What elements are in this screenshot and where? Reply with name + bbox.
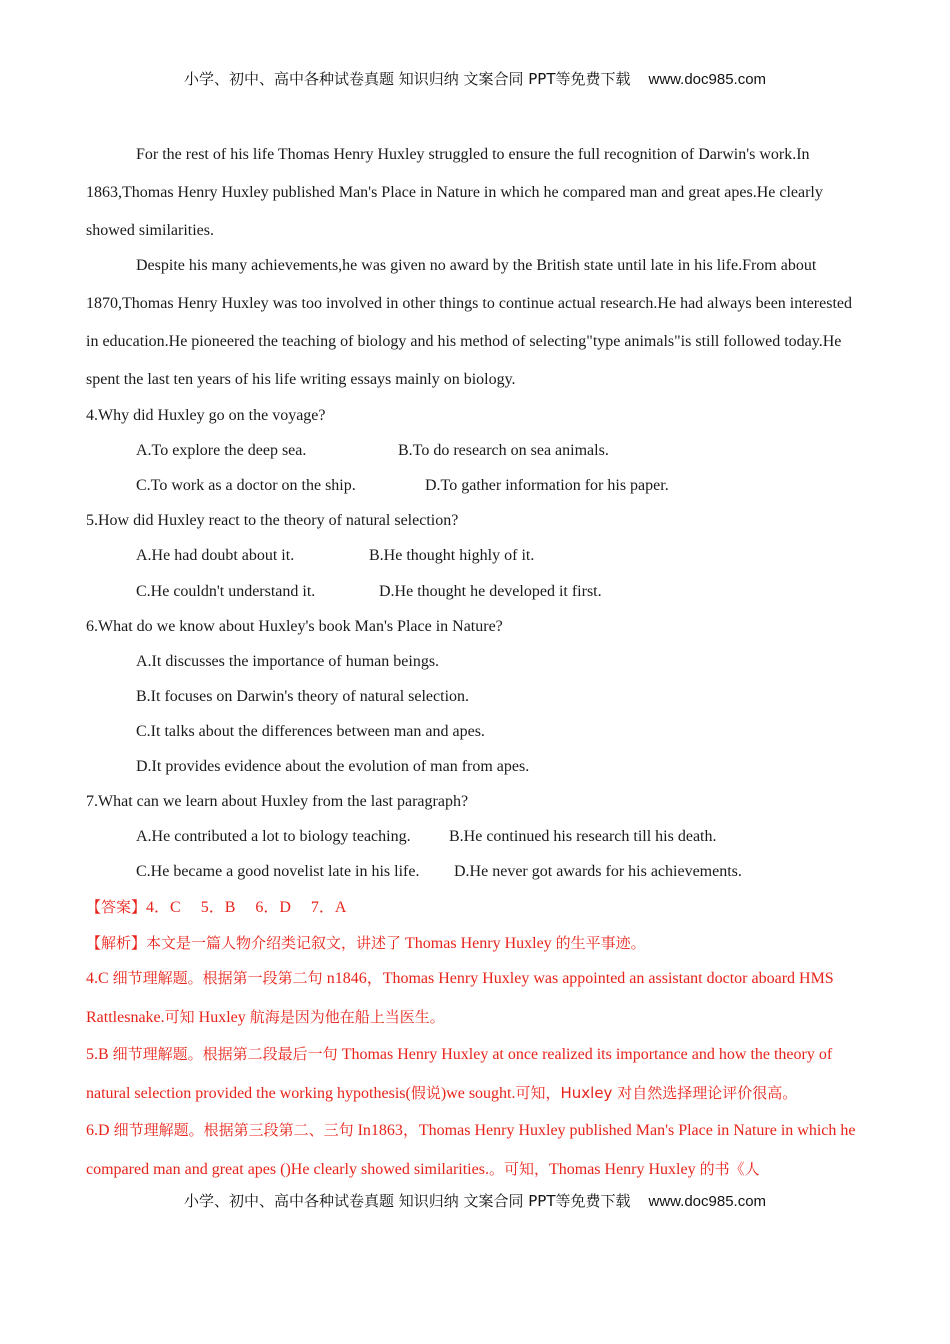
explanation-5-en-2: )we sought.	[440, 1085, 516, 1102]
question-7-option-b: B.He continued his research till his death.	[449, 828, 717, 845]
footer-url[interactable]: www.doc985.com	[648, 1193, 767, 1210]
question-7-option-c: C.He became a good novelist late in his life.	[136, 863, 420, 880]
explanation-6-cn-1: 细节理解题。根据第三段第二、三句	[113, 1121, 354, 1139]
explanation-5-cn-2: 假说	[410, 1084, 441, 1102]
explanation-5	[86, 1035, 866, 1113]
explanation-5-cn-1: 细节理解题。根据第二段最后一句	[112, 1045, 338, 1063]
question-7-option-a: A.He contributed a lot to biology teaching.	[136, 828, 411, 845]
question-6-option-a: A.It discusses the importance of human beings.	[136, 653, 440, 670]
explanation-5-head: 5.B	[86, 1046, 113, 1063]
passage-paragraph-2: Despite his many achievements,he was given no award by the British state until late in his life.From about 1870,Thomas Henry Huxley was too involved in other things to continue actual research.He had always been interested in education.He pioneered the teaching of biology and his method of selecting"type animals"is still followed today.He spent the last ten years of his life writing essays mainly on biology.	[86, 257, 852, 388]
analysis-intro-en: Thomas Henry Huxley	[401, 935, 556, 952]
question-4-option-b: B.To do research on sea animals.	[398, 442, 609, 459]
header-url[interactable]: www.doc985.com	[648, 71, 767, 88]
question-5-option-c: C.He couldn't understand it.	[136, 583, 316, 600]
analysis-intro-cn-1: 本文是一篇人物介绍类记叙文，讲述了	[146, 934, 402, 952]
answer-text: 4．C 5．B 6．D 7．A	[146, 899, 347, 916]
analysis-label: 【解析】	[86, 934, 147, 952]
question-4-option-a: A.To explore the deep sea.	[136, 442, 307, 459]
question-6-option-c: C.It talks about the differences between man and apes.	[136, 723, 485, 740]
explanation-4-en-1: n1846，Thomas Henry Huxley was appointed an assistant doctor aboard HMS Rattlesnake.	[86, 970, 834, 1026]
explanation-6-head: 6.D	[86, 1122, 114, 1139]
explanation-5-en-1: Thomas Henry Huxley at once realized its importance and how the theory of natural selection provided the working hypothesis(	[86, 1046, 833, 1102]
question-5-option-a: A.He had doubt about it.	[136, 547, 295, 564]
explanation-6-en-1: In1863，Thomas Henry Huxley published Man's Place in Nature in which he compared man and great apes ()He clearly showed similarities.	[86, 1122, 856, 1178]
answer-line	[86, 897, 346, 918]
explanation-4-cn-1: 细节理解题。根据第一段第二句	[112, 969, 323, 987]
analysis-intro	[86, 933, 646, 954]
explanation-4	[86, 959, 866, 1037]
explanation-6-cn-2: 。可知，	[488, 1160, 549, 1178]
explanation-4-cn-3: 航海是因为他在船上当医生。	[249, 1008, 445, 1026]
header-text: 小学、初中、高中各种试卷真题 知识归纳 文案合同 PPT等免费下载	[183, 70, 631, 88]
analysis-intro-cn-2: 的生平事迹。	[555, 934, 646, 952]
explanation-6	[86, 1111, 866, 1189]
question-4-option-d: D.To gather information for his paper.	[425, 477, 669, 494]
question-6-stem: 6.What do we know about Huxley's book Man's Place in Nature?	[86, 618, 503, 635]
footer-text: 小学、初中、高中各种试卷真题 知识归纳 文案合同 PPT等免费下载	[183, 1192, 631, 1210]
explanation-6-cn-3: 的书《人	[699, 1160, 760, 1178]
explanation-4-head: 4.C	[86, 970, 113, 987]
question-6-option-d: D.It provides evidence about the evolution of man from apes.	[136, 758, 530, 775]
explanation-6-en-2: Thomas Henry Huxley	[548, 1161, 700, 1178]
explanation-5-cn-3: 可知，Huxley 对自然选择理论评价很高。	[515, 1084, 798, 1102]
question-5-stem: 5.How did Huxley react to the theory of natural selection?	[86, 512, 459, 529]
page-header	[0, 68, 950, 89]
question-5-option-b: B.He thought highly of it.	[369, 547, 535, 564]
question-4-stem: 4.Why did Huxley go on the voyage?	[86, 407, 326, 424]
page-footer	[0, 1190, 950, 1211]
question-7-option-d: D.He never got awards for his achievements.	[454, 863, 742, 880]
explanation-4-en-2: Huxley	[194, 1009, 250, 1026]
question-4-option-c: C.To work as a doctor on the ship.	[136, 477, 356, 494]
explanation-4-cn-2: 可知	[164, 1008, 195, 1026]
question-6-option-b: B.It focuses on Darwin's theory of natural selection.	[136, 688, 470, 705]
question-5-option-d: D.He thought he developed it first.	[379, 583, 602, 600]
answer-label: 【答案】	[86, 898, 147, 916]
question-7-stem: 7.What can we learn about Huxley from the last paragraph?	[86, 793, 469, 810]
passage-paragraph-1: For the rest of his life Thomas Henry Huxley struggled to ensure the full recognition of Darwin's work.In 1863,Thomas Henry Huxley published Man's Place in Nature in which he compared man and great apes.He clearly showed similarities.	[86, 146, 823, 239]
